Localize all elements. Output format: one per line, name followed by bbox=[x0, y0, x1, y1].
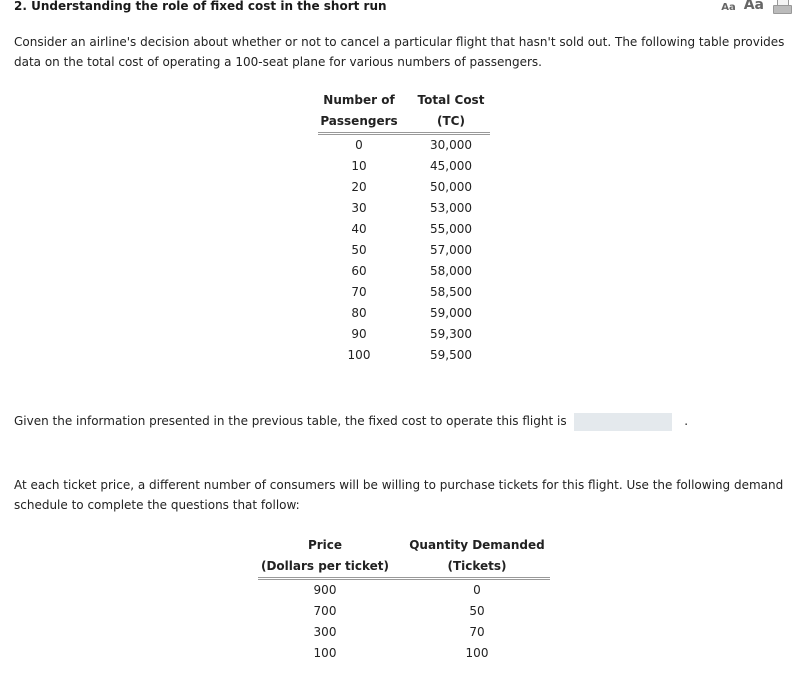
tc-cell: 30,000 bbox=[430, 138, 472, 152]
passengers-cell: 30 bbox=[351, 201, 367, 215]
demand-table-row bbox=[258, 622, 550, 643]
print-icon[interactable] bbox=[772, 0, 792, 14]
cost-table-row bbox=[318, 198, 490, 219]
price-cell: 900 bbox=[313, 583, 337, 597]
fixed-cost-question-text: Given the information presented in the previous table, the fixed cost to operate this flight is bbox=[14, 414, 567, 428]
passengers-cell: 50 bbox=[351, 243, 367, 257]
cost-table-row bbox=[318, 324, 490, 345]
cost-table-row bbox=[318, 156, 490, 177]
demand-table-row bbox=[258, 579, 550, 602]
demand-schedule-table bbox=[258, 535, 550, 664]
tc-cell: 50,000 bbox=[430, 180, 472, 194]
cost-table-row bbox=[318, 134, 490, 157]
cost-table-row bbox=[318, 303, 490, 324]
passengers-cell: 60 bbox=[351, 264, 367, 278]
passengers-cell: 70 bbox=[351, 285, 367, 299]
font-size-small-button[interactable]: Aa bbox=[721, 2, 736, 13]
fixed-cost-question-suffix: . bbox=[684, 414, 689, 428]
font-size-large-button[interactable]: Aa bbox=[743, 0, 764, 13]
tc-cell: 45,000 bbox=[430, 159, 472, 173]
passengers-cell: 20 bbox=[351, 180, 367, 194]
cost-table-row bbox=[318, 177, 490, 198]
tc-cell: 53,000 bbox=[430, 201, 472, 215]
total-cost-header-line2: (TC) bbox=[412, 111, 490, 134]
price-cell: 300 bbox=[313, 625, 337, 639]
cost-table-row bbox=[318, 219, 490, 240]
intro-paragraph: Consider an airline's decision about whether or not to cancel a particular flight that hasn't sold out. The following table provides data on the total cost of operating a 100-seat plane for various numbers of passengers. bbox=[14, 35, 785, 69]
font-size-controls bbox=[721, 0, 792, 14]
qty-cell: 100 bbox=[465, 646, 489, 660]
demand-table-row bbox=[258, 601, 550, 622]
total-cost-header-line1: Total Cost bbox=[417, 93, 485, 107]
passengers-cell: 100 bbox=[347, 348, 371, 362]
price-cell: 100 bbox=[313, 646, 337, 660]
price-header-line1: Price bbox=[307, 538, 343, 552]
tc-cell: 59,000 bbox=[430, 306, 472, 320]
quantity-header-line2: (Tickets) bbox=[404, 556, 550, 579]
qty-cell: 50 bbox=[469, 604, 485, 618]
demand-table-row bbox=[258, 643, 550, 664]
quantity-header-line1: Quantity Demanded bbox=[409, 538, 545, 552]
passengers-cell: 40 bbox=[351, 222, 367, 236]
qty-cell: 70 bbox=[469, 625, 485, 639]
tc-cell: 59,500 bbox=[430, 348, 472, 362]
demand-intro-paragraph: At each ticket price, a different number of consumers will be willing to purchase tickets for this flight. Use the following demand schedule to complete the questions that follow: bbox=[14, 478, 784, 512]
passengers-cell: 80 bbox=[351, 306, 367, 320]
qty-cell: 0 bbox=[473, 583, 481, 597]
tc-cell: 57,000 bbox=[430, 243, 472, 257]
passengers-header-line2: Passengers bbox=[318, 111, 400, 134]
cost-table-row bbox=[318, 240, 490, 261]
tc-cell: 55,000 bbox=[430, 222, 472, 236]
cost-table-row bbox=[318, 261, 490, 282]
tc-cell: 58,500 bbox=[430, 285, 472, 299]
total-cost-table bbox=[318, 90, 490, 366]
passengers-cell: 10 bbox=[351, 159, 367, 173]
price-cell: 700 bbox=[313, 604, 337, 618]
tc-cell: 58,000 bbox=[430, 264, 472, 278]
tc-cell: 59,300 bbox=[430, 327, 472, 341]
question-title: 2. Understanding the role of fixed cost in the short run bbox=[14, 0, 387, 13]
passengers-cell: 0 bbox=[355, 138, 363, 152]
cost-table-row bbox=[318, 345, 490, 366]
passengers-cell: 90 bbox=[351, 327, 367, 341]
passengers-header-line1: Number of bbox=[323, 93, 395, 107]
fixed-cost-answer-input[interactable] bbox=[574, 413, 672, 431]
cost-table-row bbox=[318, 282, 490, 303]
price-header-line2: (Dollars per ticket) bbox=[258, 556, 392, 579]
fixed-cost-question bbox=[14, 411, 790, 431]
